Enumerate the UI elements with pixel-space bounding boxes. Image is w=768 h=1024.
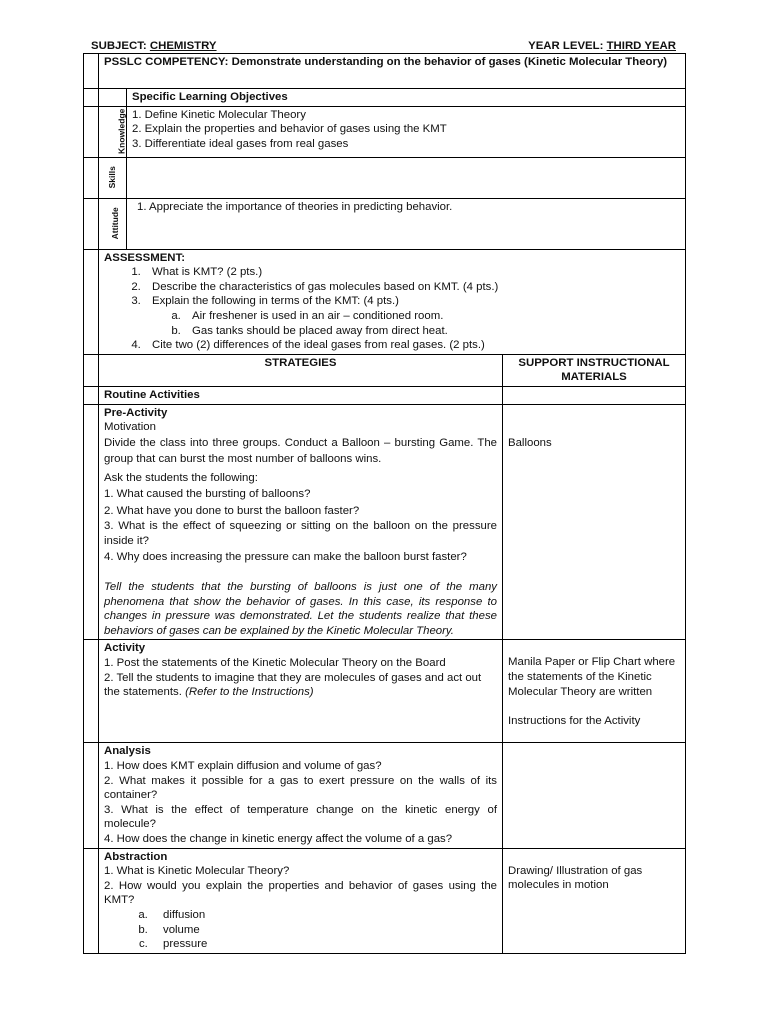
assessment-list: [104, 265, 680, 353]
pre-activity-cell: [99, 404, 503, 640]
skills-objectives: [127, 157, 686, 198]
assessment-item: 4. Cite two (2) differences of the ideal gases from real gases. (2 pts.): [144, 338, 680, 353]
competency-row: [84, 54, 686, 89]
objective-item: 1. Define Kinetic Molecular Theory: [132, 108, 306, 121]
material-item: Drawing/ Illustration of gas molecules in motion: [508, 864, 643, 892]
skills-row: [84, 157, 686, 198]
pre-question: 1. What caused the bursting of balloons?: [104, 488, 311, 501]
assessment-subitem: a. Air freshener is used in an air – conditioned room.: [184, 309, 680, 324]
activity-title: Activity: [104, 642, 146, 655]
abstraction-subitem: c. pressure: [151, 937, 497, 952]
abstraction-question: 2. How would you explain the properties and behavior of gases using the KMT?: [104, 879, 497, 907]
objectives-title: Specific Learning Objectives: [127, 89, 686, 107]
abstraction-row: [84, 848, 686, 953]
assessment-item: 2. Describe the characteristics of gas molecules based on KMT. (4 pts.): [144, 280, 680, 295]
analysis-cell: [99, 743, 503, 848]
year-label: YEAR LEVEL:: [528, 40, 604, 52]
ask-label: Ask the students the following:: [104, 471, 258, 484]
activity-materials: [503, 640, 686, 743]
year-level-header: [528, 39, 676, 54]
analysis-question: 3. What is the effect of temperature change on the kinetic energy of molecule?: [104, 803, 497, 831]
pre-question: 2. What have you done to burst the balloon faster?: [104, 504, 360, 517]
teacher-note: Tell the students that the bursting of balloons is just one of the many phenomena that show the behavior of gases. In this case, its response to changes in pressure was demonstrated. Let the students realize that these behaviors of gases can be explained by the Kinetic Molecular Theory.: [104, 581, 497, 637]
assessment-sublist: [152, 309, 680, 338]
assessment-title: ASSESSMENT:: [104, 251, 186, 264]
abstraction-question: 1. What is Kinetic Molecular Theory?: [104, 865, 290, 878]
pre-question: 4. Why does increasing the pressure can make the balloon burst faster?: [104, 551, 467, 564]
year-value: THIRD YEAR: [606, 40, 676, 52]
competency-text: PSSLC COMPETENCY: Demonstrate understanding on the behavior of gases (Kinetic Molecular Theory): [99, 54, 686, 89]
knowledge-row: [84, 106, 686, 157]
abstraction-subitem: b. volume: [151, 923, 497, 938]
skills-label: Skills: [107, 166, 118, 189]
objective-item: 3. Differentiate ideal gases from real gases: [132, 137, 349, 150]
subject-value: CHEMISTRY: [149, 40, 217, 52]
assessment-item: 3. Explain the following in terms of the KMT: (4 pts.) a. Air freshener is used in an air – conditioned room. b. Gas tanks should be placed away from direct heat.: [144, 294, 680, 338]
attitude-label: Attitude: [109, 207, 120, 240]
columns-header-row: [84, 354, 686, 386]
activity-cell: [99, 640, 503, 743]
lesson-plan-table: [83, 53, 686, 954]
subject-header: [91, 39, 217, 54]
routine-row: [84, 386, 686, 404]
material-item: Balloons: [508, 436, 552, 449]
pre-activity-intro: Divide the class into three groups. Conduct a Balloon – bursting Game. The group that can burst the most number of balloons wins.: [104, 436, 497, 466]
objectives-title-row: [84, 89, 686, 107]
pre-question: 3. What is the effect of squeezing or sitting on the balloon on the pressure inside it?: [104, 520, 497, 547]
attitude-objective: 1. Appreciate the importance of theories in predicting behavior.: [127, 198, 686, 249]
pre-activity-row: [84, 404, 686, 640]
routine-activities: Routine Activities: [99, 386, 503, 404]
motivation-label: Motivation: [104, 421, 156, 434]
analysis-question: 1. How does KMT explain diffusion and volume of gas?: [104, 759, 382, 772]
subject-label: SUBJECT:: [91, 40, 147, 52]
abstraction-cell: [99, 848, 503, 953]
strategies-header: STRATEGIES: [99, 354, 503, 386]
analysis-question: 4. How does the change in kinetic energy affect the volume of a gas?: [104, 832, 453, 845]
knowledge-objectives: [127, 106, 686, 157]
abstraction-subitem: a. diffusion: [151, 908, 497, 923]
assessment-row: [84, 249, 686, 354]
analysis-question: 2. What makes it possible for a gas to exert pressure on the walls of its container?: [104, 774, 497, 802]
assessment-item: 1. What is KMT? (2 pts.): [144, 265, 680, 280]
attitude-row: [84, 198, 686, 249]
abstraction-sublist: [104, 908, 497, 952]
abstraction-title: Abstraction: [104, 850, 168, 863]
pre-activity-title: Pre-Activity: [104, 406, 168, 419]
analysis-title: Analysis: [104, 745, 151, 758]
knowledge-label: Knowledge: [116, 108, 127, 155]
materials-header: SUPPORT INSTRUCTIONAL MATERIALS: [503, 354, 686, 386]
assessment-subitem: b. Gas tanks should be placed away from direct heat.: [184, 324, 680, 339]
activity-row: [84, 640, 686, 743]
activity-step: 1. Post the statements of the Kinetic Molecular Theory on the Board: [104, 656, 446, 669]
objective-item: 2. Explain the properties and behavior of gases using the KMT: [132, 123, 447, 136]
activity-step: 2. Tell the students to imagine that they are molecules of gases and act out the statements. (Refer to the Instructions): [104, 671, 482, 699]
material-item: Manila Paper or Flip Chart where the statements of the Kinetic Molecular Theory are written: [508, 656, 676, 698]
abstraction-materials: [503, 848, 686, 953]
material-item: Instructions for the Activity: [508, 715, 641, 728]
assessment-cell: [99, 249, 686, 354]
analysis-row: [84, 743, 686, 848]
pre-activity-materials: [503, 404, 686, 640]
